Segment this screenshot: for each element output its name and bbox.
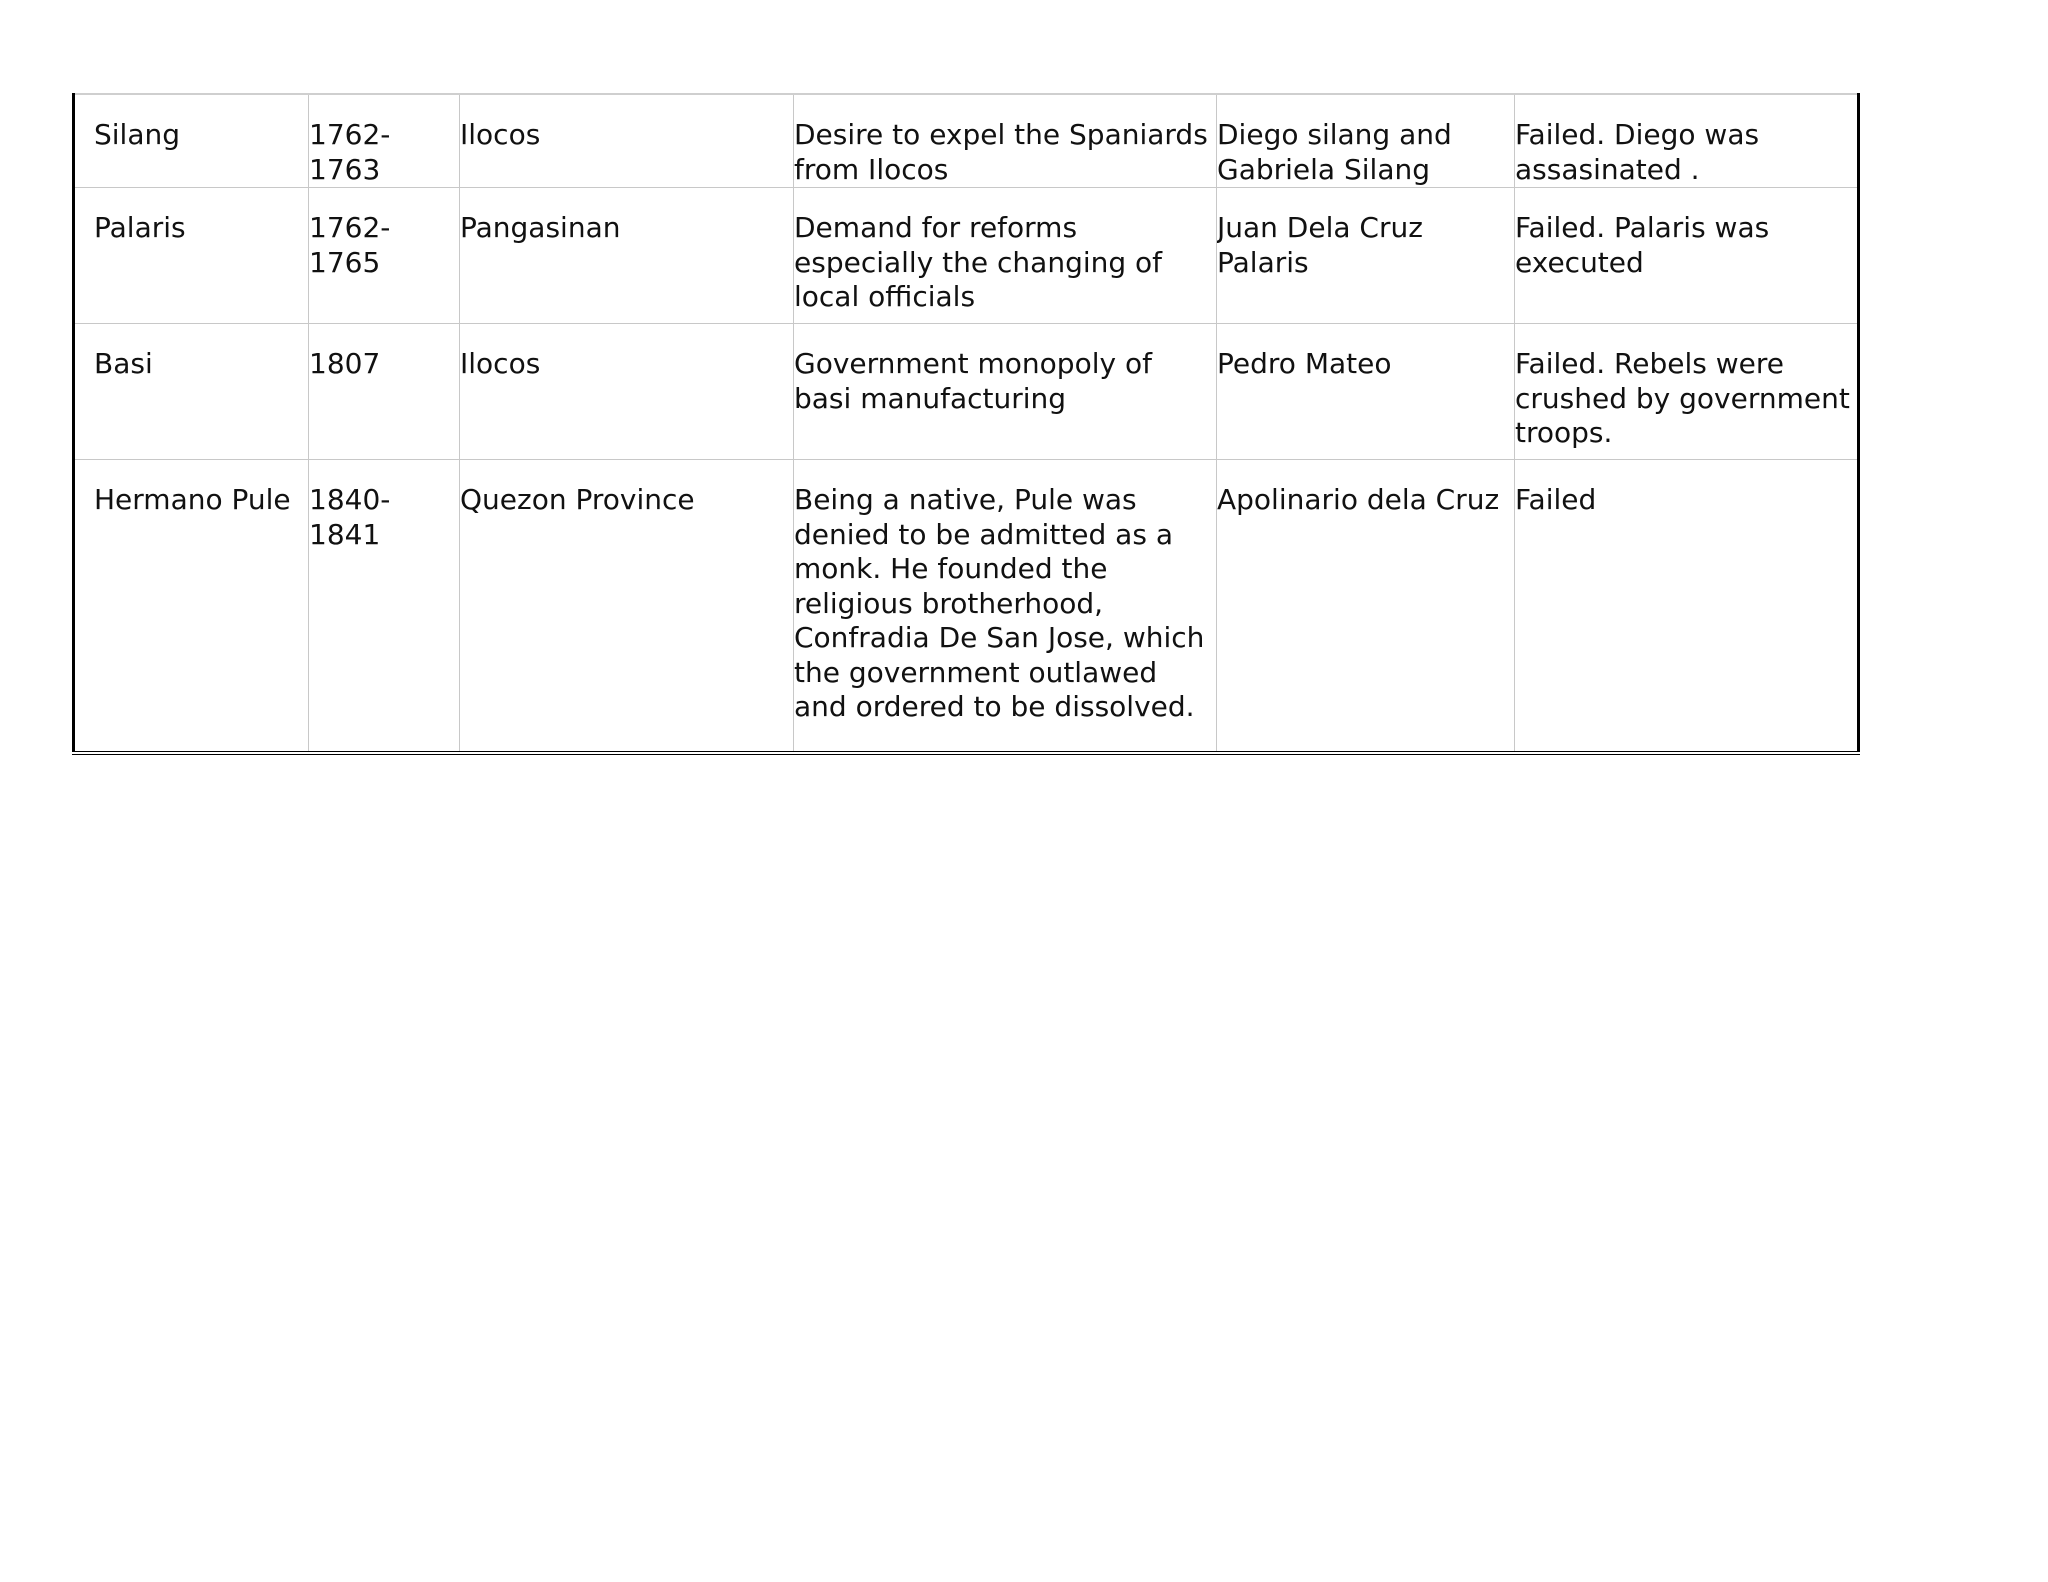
revolt-leader-cell: Juan Dela Cruz Palaris [1217, 188, 1515, 324]
revolt-leader-cell: Pedro Mateo [1217, 324, 1515, 460]
revolt-cause-cell: Government monopoly of basi manufacturing [794, 324, 1217, 460]
revolt-place-cell: Pangasinan [460, 188, 794, 324]
revolt-result-cell: Failed [1515, 460, 1859, 754]
revolt-year-cell: 1762-1765 [309, 188, 460, 324]
revolt-cause-cell: Being a native, Pule was denied to be admitted as a monk. He founded the religious brotherhood, Confradia De San Jose, which the government outlawed and ordered to be dissolved. [794, 460, 1217, 754]
table-row [74, 94, 1859, 188]
revolt-name-cell: Hermano Pule [74, 460, 309, 754]
table-row [74, 188, 1859, 324]
revolt-year-cell: 1807 [309, 324, 460, 460]
revolt-leader-cell: Diego silang and Gabriela Silang [1217, 94, 1515, 188]
revolt-name-cell: Basi [74, 324, 309, 460]
revolt-year-cell: 1840-1841 [309, 460, 460, 754]
revolts-table [72, 93, 1860, 755]
revolt-name-cell: Palaris [74, 188, 309, 324]
revolt-leader-cell: Apolinario dela Cruz [1217, 460, 1515, 754]
revolt-result-cell: Failed. Rebels were crushed by government troops. [1515, 324, 1859, 460]
revolt-result-cell: Failed. Diego was assasinated . [1515, 94, 1859, 188]
table-row [74, 460, 1859, 754]
table-row [74, 324, 1859, 460]
revolt-result-cell: Failed. Palaris was executed [1515, 188, 1859, 324]
revolt-place-cell: Quezon Province [460, 460, 794, 754]
revolt-place-cell: Ilocos [460, 94, 794, 188]
revolt-cause-cell: Desire to expel the Spaniards from Ilocos [794, 94, 1217, 188]
revolt-cause-cell: Demand for reforms especially the changing of local officials [794, 188, 1217, 324]
revolt-name-cell: Silang [74, 94, 309, 188]
revolt-place-cell: Ilocos [460, 324, 794, 460]
revolt-year-cell: 1762-1763 [309, 94, 460, 188]
